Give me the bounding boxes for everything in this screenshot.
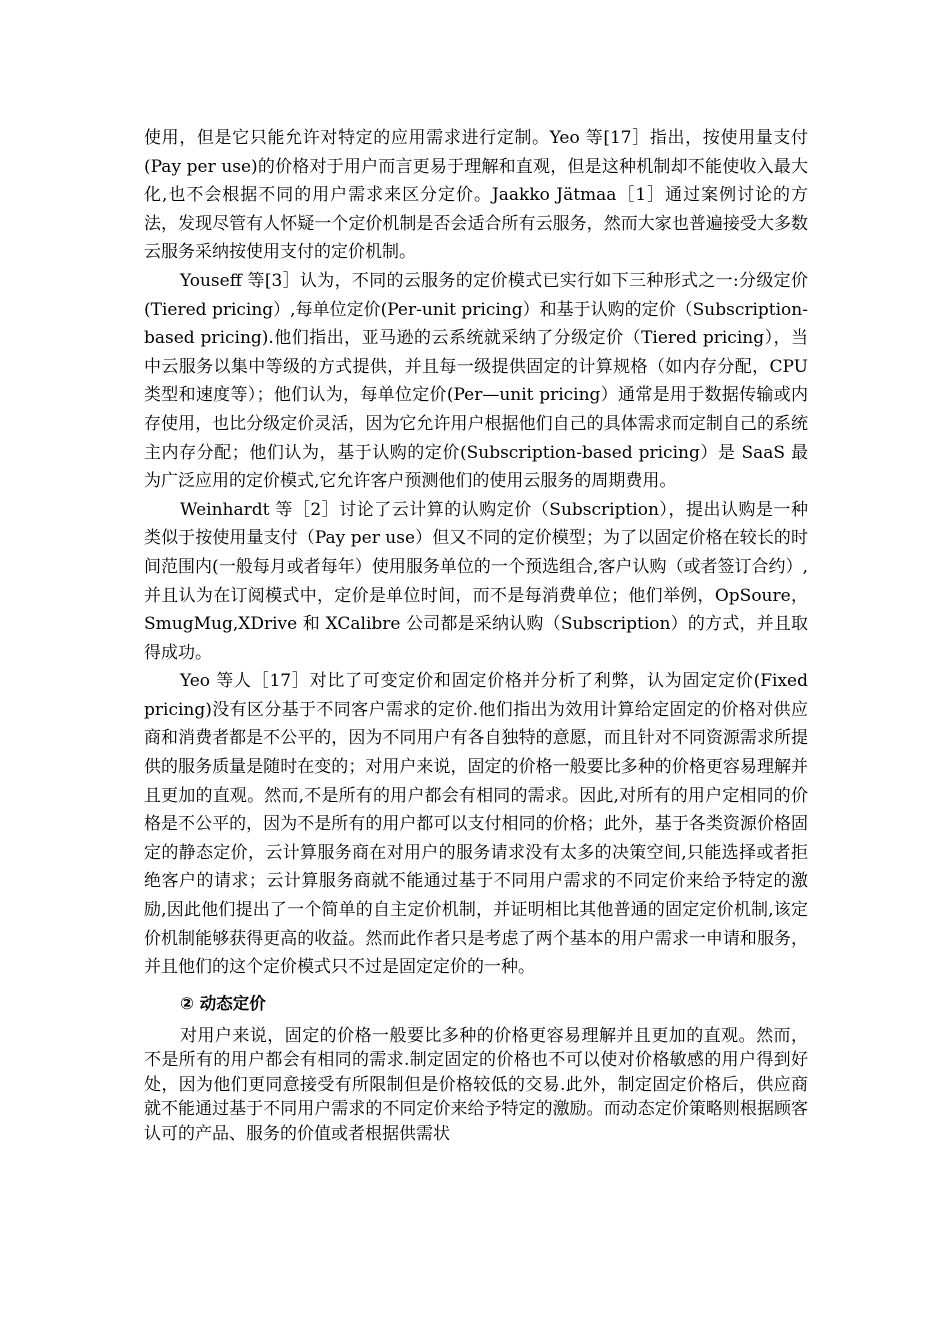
paragraph-3: Weinhardt 等［2］讨论了云计算的认购定价（Subscription），提出认购是一种类似于按使用量支付（Pay per use）但又不同的定价模型；为了以固定价格在较长的时间范围内(一般每月或者每年）使用服务单位的一个预选组合,客户认购（或者签订合约）,并且认为在订阅模式中，定价是单位时间，而不是每消费单位；他们举例，OpSoure，SmugMug,XDrive 和 XCalibre 公司都是采纳认购（Subscription）的方式，并且取得成功。 xyxy=(144,499,808,663)
paragraph-4: Yeo 等人［17］对比了可变定价和固定价格并分析了利弊，认为固定定价(Fixed pricing)没有区分基于不同客户需求的定价.他们指出为效用计算给定固定的价格对供应商和消费者都是不公平的，因为不同用户有各自独特的意愿，而且针对不同资源需求所提供的服务质量是随时在变的；对用户来说，固定的价格一般要比多种的价格更容易理解并且更加的直观。然而,不是所有的用户都会有相同的需求。因此,对所有的用户定相同的价格是不公平的，因为不是所有的用户都可以支付相同的价格；此外，基于各类资源价格固定的静态定价，云计算服务商在对用户的服务请求没有太多的决策空间,只能选择或者拒绝客户的请求；云计算服务商就不能通过基于不同用户需求的不同定价来给予特定的激励,因此他们提出了一个简单的自主定价机制，并证明相比其他普通的固定定价机制,该定价机制能够获得更高的收益。然而此作者只是考虑了两个基本的用户需求一申请和服务，并且他们的这个定价模式只不过是固定定价的一种。 xyxy=(144,671,808,978)
paragraph-5: 对用户来说，固定的价格一般要比多种的价格更容易理解并且更加的直观。然而，不是所有的用户都会有相同的需求.制定固定的价格也不可以使对价格敏感的用户得到好处，因为他们更同意接受有所限制但是价格较低的交易.此外，制定固定价格后，供应商就不能通过基于不同用户需求的不同定价来给予特定的激励。而动态定价策略则根据顾客认可的产品、服务的价值或者根据供需状 xyxy=(144,1025,808,1144)
paragraph-2: Youseff 等[3］认为，不同的云服务的定价模式已实行如下三种形式之一:分级定价(Tiered pricing）,每单位定价(Per-unit pricing）和基于认购的定价（Subscription-based pricing).他们指出，亚马逊的云系统就采纳了分级定价（Tiered pricing），当中云服务以集中等级的方式提供，并且每一级提供固定的计算规格（如内存分配，CPU 类型和速度等）；他们认为，每单位定价(Per—unit pricing）通常是用于数据传输或内存使用，也比分级定价灵活，因为它允许用户根据他们自己的具体需求而定制自己的系统主内存分配；他们认为，基于认购的定价(Subscription-based pricing）是 SaaS 最为广泛应用的定价模式,它允许客户预测他们的使用云服务的周期费用。 xyxy=(144,270,808,492)
section-heading: ② 动态定价 xyxy=(180,993,266,1013)
document-body xyxy=(144,124,808,1146)
paragraph-1: 使用，但是它只能允许对特定的应用需求进行定制。Yeo 等[17］指出，按使用量支付(Pay per use)的价格对于用户而言更易于理解和直观，但是这种机制却不能使收入最大化,也不会根据不同的用户需求来区分定价。Jaakko Jätmaa［1］通过案例讨论的方法，发现尽管有人怀疑一个定价机制是否会适合所有云服务，然而大家也普遍接受大多数云服务采纳按使用支付的定价机制。 xyxy=(144,128,808,263)
